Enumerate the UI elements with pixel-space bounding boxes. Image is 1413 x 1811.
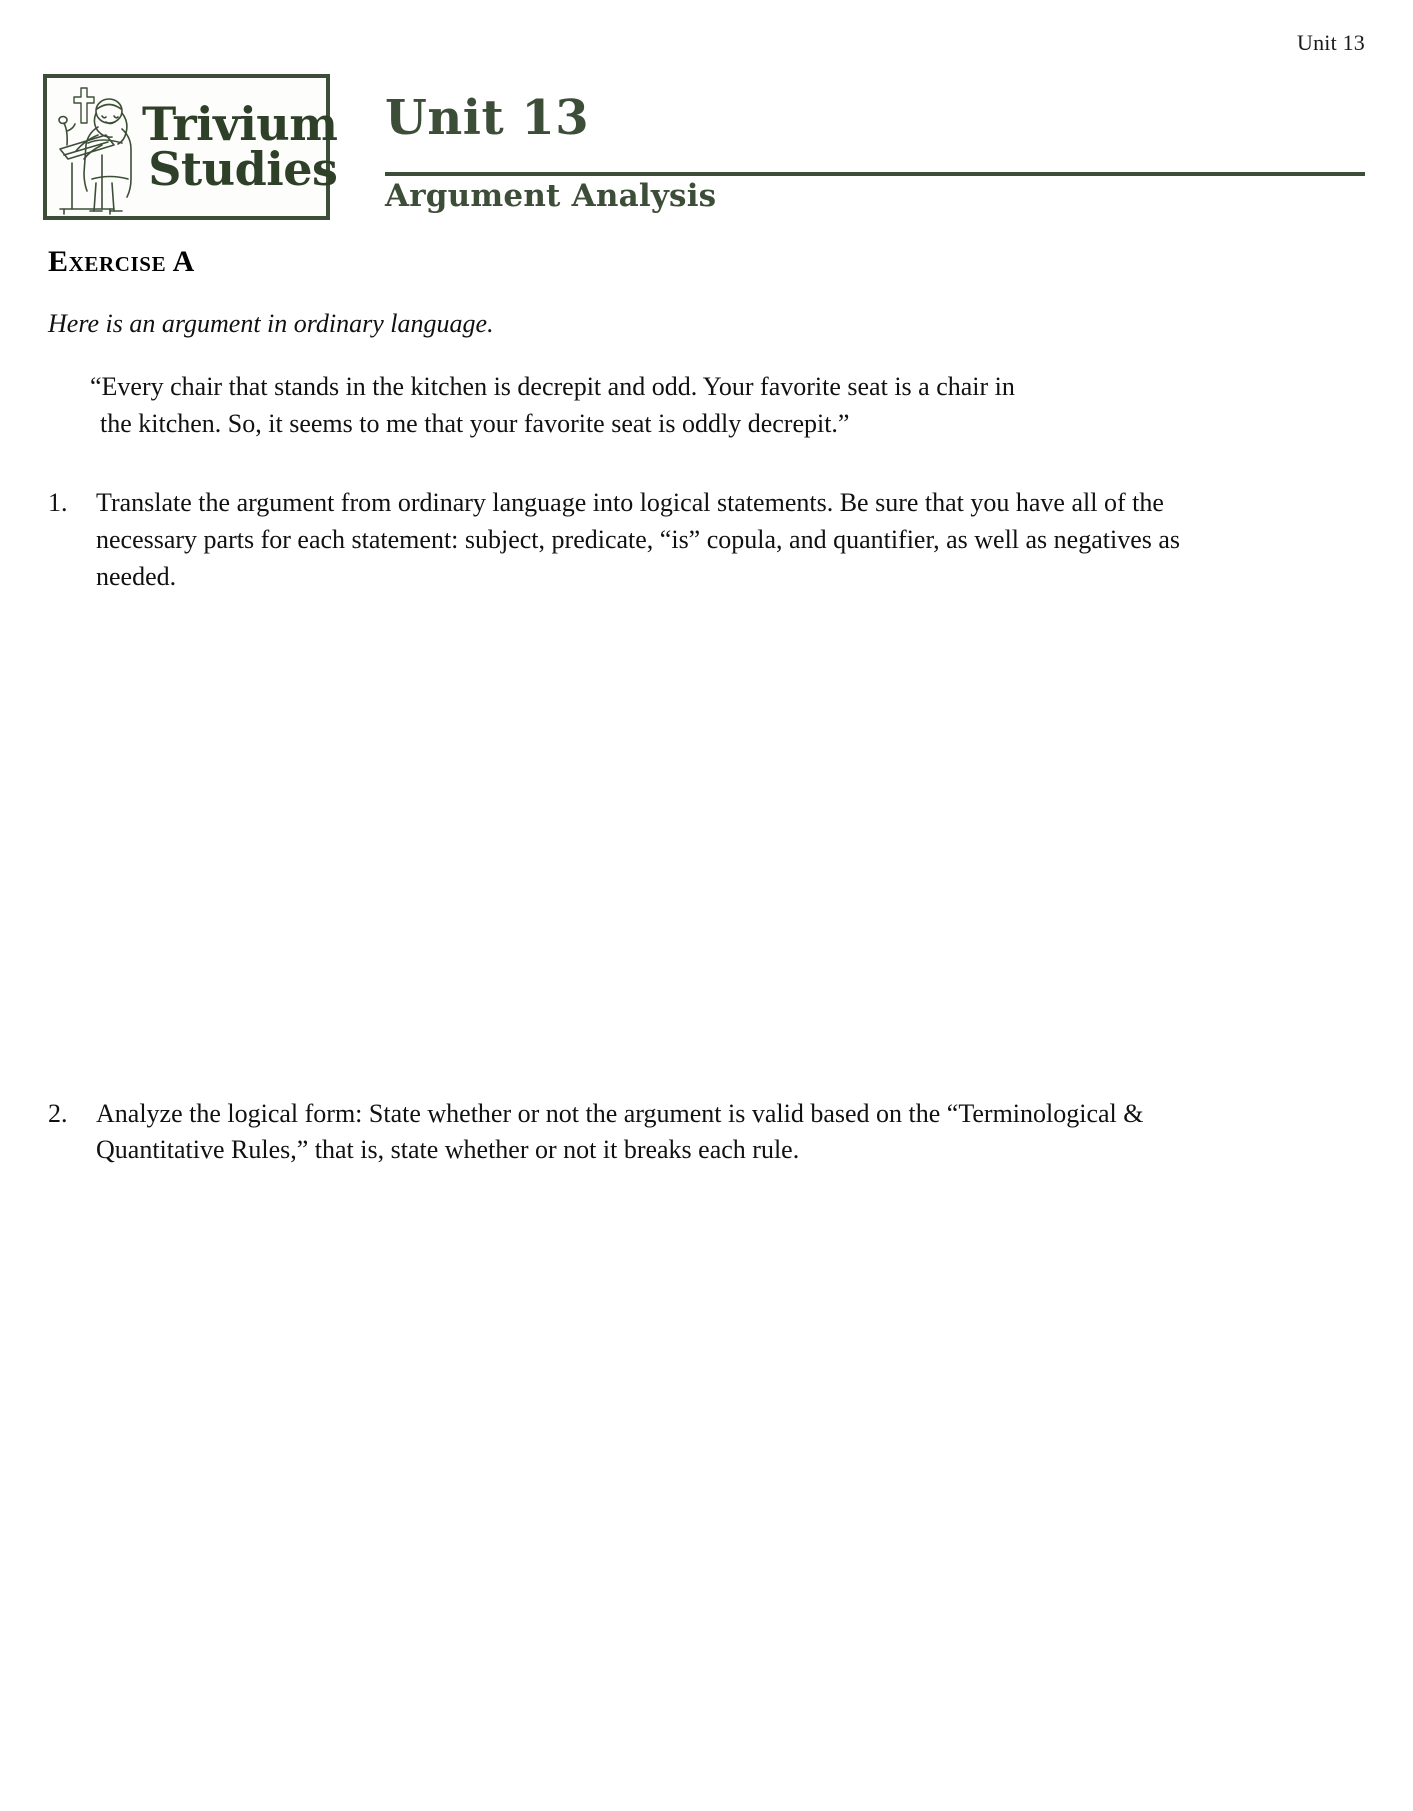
monk-at-lectern-icon [52,83,142,211]
question-text-2: Analyze the logical form: State whether or not the argument is valid based on the “Terminological & Quantitative Rules,” that is, state whether or not it breaks each rule. [96,1098,1144,1165]
answer-space-1[interactable] [48,596,1198,1096]
page-subtitle: Argument Analysis [385,178,717,214]
answer-space-2[interactable] [48,1169,1198,1209]
exercise-lead-in: Here is an argument in ordinary language. [48,309,494,338]
title-divider [385,172,1365,176]
question-item-2 [48,1096,1198,1170]
exercise-heading: Exercise A [48,245,195,278]
running-head: Unit 13 [1296,30,1365,55]
argument-quote-line-2: the kitchen. So, it seems to me that your favorite seat is oddly decrepit.” [100,408,850,438]
page-title: Unit 13 [385,90,590,146]
masthead [43,74,1365,224]
question-list [48,485,1198,1210]
trivium-studies-logo [43,74,338,220]
argument-quote-line-1: “Every chair that stands in the kitchen is decrepit and odd. Your favorite seat is a chair in [90,372,1015,401]
title-block [365,74,1365,220]
logo-word-studies: Studies [148,142,338,196]
logo-word-trivium: Trivium [142,96,338,151]
question-item-1 [48,485,1198,596]
argument-quote [48,369,1198,443]
question-text-1: Translate the argument from ordinary language into logical statements. Be sure that you have all of the necessary parts for each statement: subject, predicate, “is” copula, and quantifier, as well as negatives as needed. [96,487,1181,591]
question-number-2: 2. [48,1098,68,1128]
worksheet-content [48,245,1198,1209]
question-number-1: 1. [48,487,68,517]
